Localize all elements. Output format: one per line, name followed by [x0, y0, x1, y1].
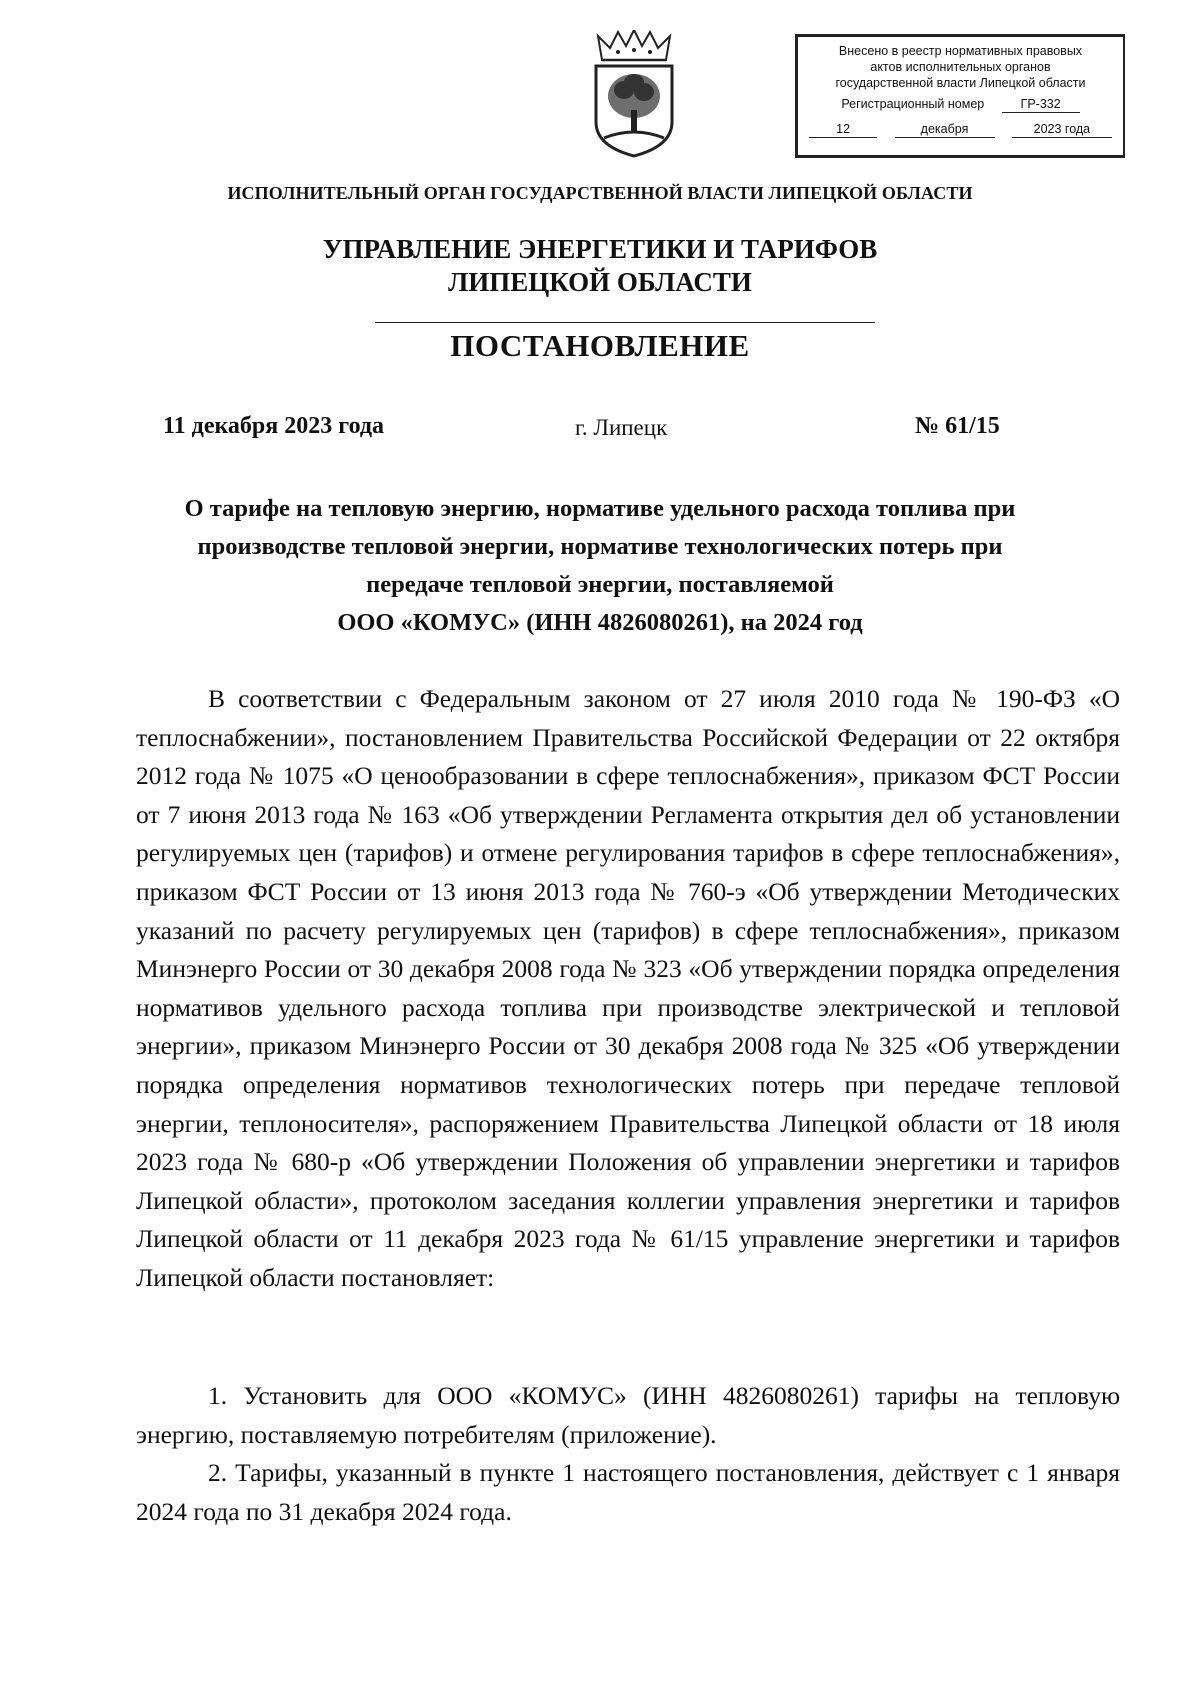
subject-line: ООО «КОМУС» (ИНН 4826080261), на 2024 год — [337, 609, 863, 636]
preamble-paragraph: В соответствии с Федеральным законом от 27 июля 2010 года № 190-ФЗ «О теплоснабжении», постановлением Правительства Российской Федерации от 22 октября 2012 года № 1075 «О ценообразовании в сфере теплоснабжения», приказом ФСТ России от 7 июня 2013 года № 163 «Об утверждении Регламента открытия дел об установлении регулируемых цен (тарифов) и отмене регулирования тарифов в сфере теплоснабжения», приказом ФСТ России от 13 июня 2013 года № 760-э «Об утверждении Методических указаний по расчету регулируемых цен (тарифов) в сфере теплоснабжения», приказом Минэнерго России от 30 декабря 2008 года № 323 «Об утверждении порядка определения нормативов удельного расхода топлива при производстве электрической и тепловой энергии», приказом Минэнерго России от 30 декабря 2008 года № 325 «Об утверждении порядка определения нормативов технологических потерь при передаче тепловой энергии, теплоносителя», распоряжением Правительства Липецкой области от 18 июля 2023 года № 680-р «Об утверждении Положения об управлении энергетики и тарифов Липецкой области», протоколом заседания коллегии управления энергетики и тарифов Липецкой области от 11 декабря 2023 года № 61/15 управление энергетики и тарифов Липецкой области постановляет: — [136, 684, 1120, 1292]
clause-1-paragraph: 1. Установить для ООО «КОМУС» (ИНН 4826080261) тарифы на тепловую энергию, поставляемую потребителям (приложение). — [136, 1381, 1120, 1449]
registry-year: 2023 года — [1012, 121, 1112, 138]
subject-line: передаче тепловой энергии, поставляемой — [366, 571, 834, 598]
document-city: г. Липецк — [575, 415, 668, 440]
subject-line: О тарифе на тепловую энергию, нормативе удельного расхода топлива при — [184, 495, 1016, 522]
document-subject — [0, 490, 1200, 642]
registry-number-row — [798, 96, 1123, 113]
department-name — [0, 233, 1200, 299]
document-date: 11 декабря 2023 года — [163, 413, 385, 439]
registry-stamp-line: Внесено в реестр нормативных правовых — [838, 44, 1083, 58]
registry-day: 12 — [809, 121, 877, 138]
coat-of-arms-emblem — [588, 30, 680, 158]
registry-month: декабря — [895, 121, 995, 138]
department-name-line: УПРАВЛЕНИЕ ЭНЕРГЕТИКИ И ТАРИФОВ — [322, 234, 878, 264]
document-type: ПОСТАНОВЛЕНИЕ — [450, 328, 750, 363]
registry-stamp-line: государственной власти Липецкой области — [835, 76, 1086, 90]
registry-number-label: Регистрационный номер — [841, 97, 985, 111]
document-number: № 61/15 — [915, 413, 1000, 439]
header-divider — [375, 322, 875, 323]
registry-date-row — [798, 121, 1123, 138]
department-name-line: ЛИПЕЦКОЙ ОБЛАСТИ — [448, 267, 752, 297]
registry-number: ГР-332 — [1002, 96, 1080, 113]
clause-2-paragraph: 2. Тарифы, указанный в пункте 1 настоящего постановления, действует с 1 января 2024 года по 31 декабря 2024 года. — [136, 1458, 1120, 1526]
subject-line: производстве тепловой энергии, нормативе технологических потерь при — [197, 533, 1003, 560]
registry-stamp — [795, 34, 1125, 158]
registry-stamp-line: актов исполнительных органов — [870, 60, 1051, 74]
authority-name: ИСПОЛНИТЕЛЬНЫЙ ОРГАН ГОСУДАРСТВЕННОЙ ВЛАСТИ ЛИПЕЦКОЙ ОБЛАСТИ — [227, 183, 973, 203]
